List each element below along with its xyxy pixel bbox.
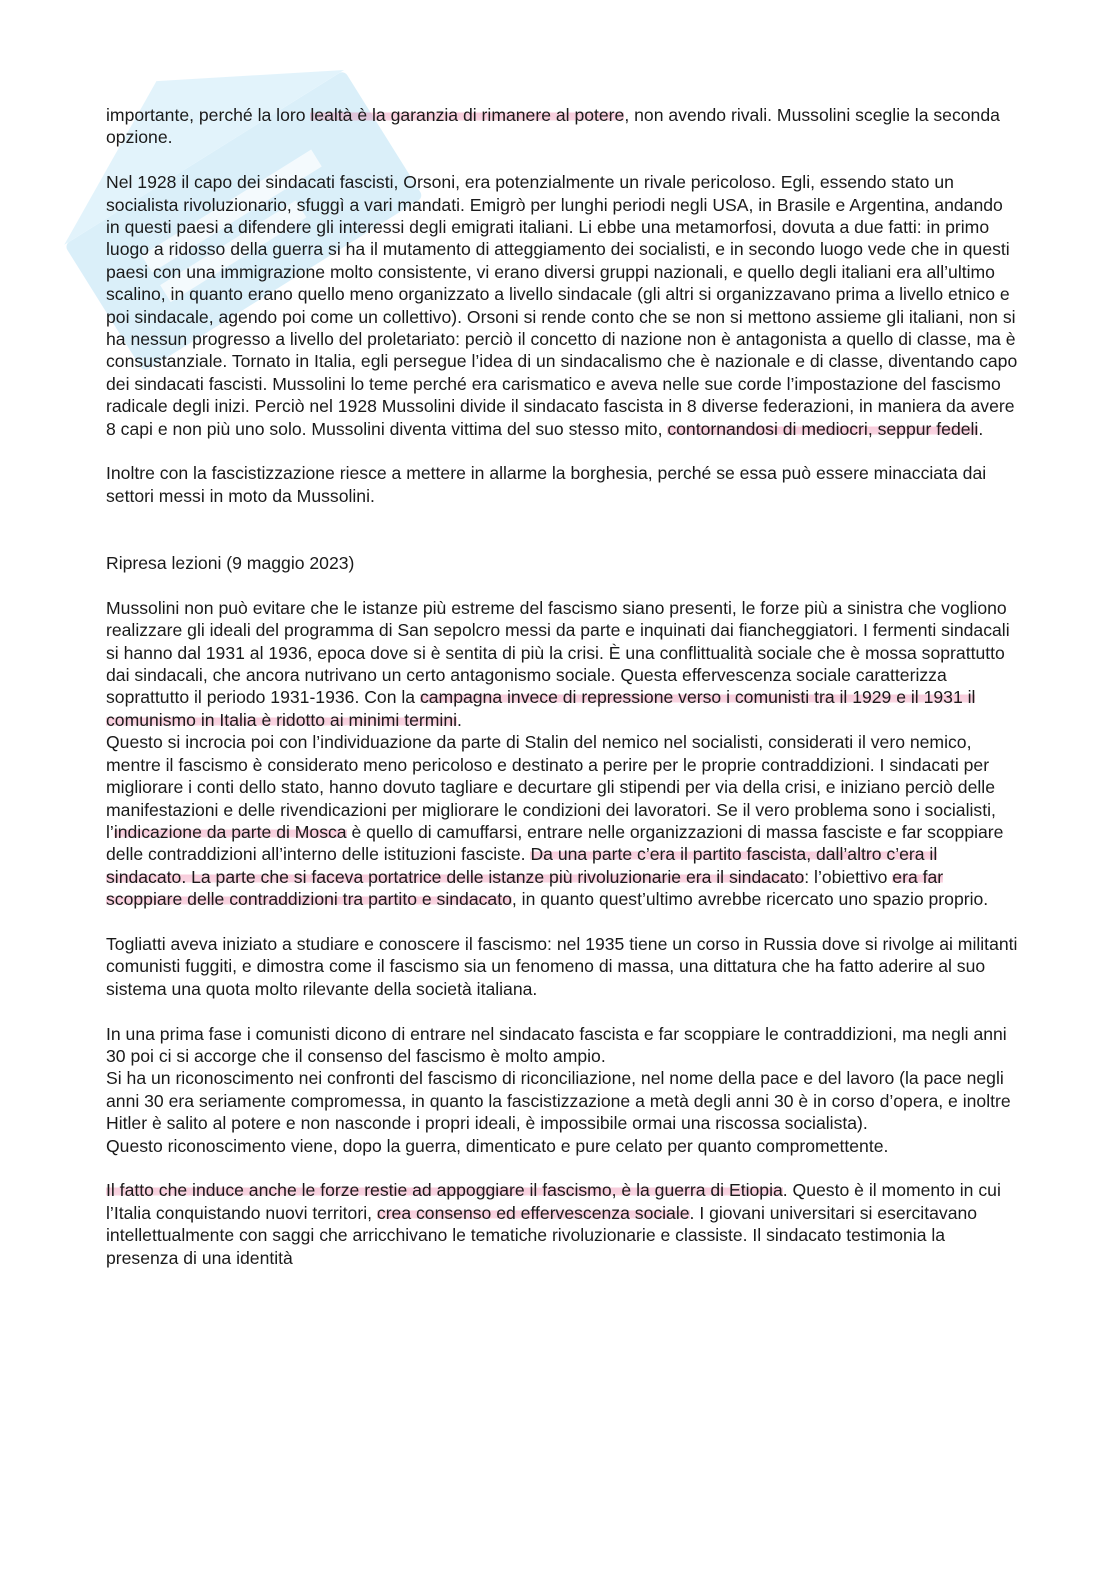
text-segment: . [457, 709, 462, 730]
text-segment: è quello di camuffarsi, entrare nelle organizzazioni di massa fasciste e far scoppiare delle contraddizioni all’interno delle istituzioni fasciste. [106, 821, 1004, 865]
section-2 [106, 597, 1018, 1269]
paragraph [106, 1179, 1018, 1269]
paragraph [106, 104, 1018, 149]
text-segment: . Questo è il momento in cui l’Italia conquistando nuovi territori, [106, 1180, 1001, 1223]
text-segment: Questo si incrocia poi con l’individuazione da parte di Stalin del nemico nel socialisti, considerati il vero nemico, mentre il fascismo è considerato meno pericoloso e destinato a perire per le proprie contraddizioni. I sindacati per migliorare i conti dello stato, hanno dovuto tagliare e decurtare gli stipendi per via della crisi, e iniziano perciò delle manifestazioni e delle rivendicazioni per migliorare le condizioni dei lavoratori. Se il vero problema sono i socialisti, l’ [106, 732, 996, 842]
highlighted-text: era far scoppiare delle contraddizioni tra partito e sindacato [106, 866, 944, 910]
text-segment: . [978, 418, 984, 439]
section-1 [106, 104, 1018, 507]
paragraph [106, 171, 1018, 440]
text-segment: , non avendo rivali. Mussolini sceglie la seconda opzione. [106, 105, 1000, 148]
text-segment: . I giovani universitari si esercitavano intellettualmente con saggi che arricchivano le tematiche rivoluzionarie e classiste. Il sindacato testimonia la presenza di una identità [106, 1202, 978, 1268]
text-segment: Inoltre con la fascistizzazione riesce a mettere in allarme la borghesia, perché se essa può essere minacciata dai settori messi in moto da Mussolini. [106, 463, 987, 506]
highlighted-text: indicazione da parte di Mosca [113, 821, 347, 842]
text-segment: Nel 1928 il capo dei sindacati fascisti, Orsoni, era potenzialmente un rivale pericoloso. Egli, essendo stato un socialista rivoluzionario, sfuggì a vari mandati. Emigrò per lunghi periodi negli USA, in Brasile e Argentina, andando in questi paesi a difendere gli interessi degli emigrati italiani. Li ebbe una metamorfosi, dovuta a due fatti: in primo luogo a ridosso della guerra si ha il mutamento di atteggiamento dei socialisti, e in secondo luogo vede che in questi paesi con una immigrazione molto consistente, vi erano diversi gruppi nazionali, e quello degli italiani era all’ultimo scalino, in quanto erano quello meno organizzato a livello sindacale (gli altri si organizzavano prima a livello etnico e poi sindacale, agendo poi come un collettivo). Orsoni si rende conto che se non si mettono assieme gli italiani, non si ha nessun progresso a livello del proletariato: perciò il concetto di nazione non è antagonista a quello di classe, ma è consustanziale. Tornato in Italia, egli persegue l’idea di un sindacalismo che è nazionale e di classe, diventando capo dei sindacati fascisti. Mussolini lo teme perché era carismatico e aveva nelle sue corde l’impostazione del fascismo radicale degli inizi. Perciò nel 1928 Mussolini divide il sindacato fascista in 8 diverse federazioni, in maniera da avere 8 capi e non più uno solo. Mussolini diventa vittima del suo stesso mito, [106, 172, 1018, 439]
paragraph [106, 462, 1018, 507]
highlighted-text: crea consenso ed effervescenza sociale [376, 1202, 690, 1223]
highlighted-text: lealtà è la garanzia di rimanere al potere [310, 105, 625, 125]
text-segment: Questo riconoscimento viene, dopo la guerra, dimenticato e pure celato per quanto compromettente. [106, 1135, 889, 1156]
text-segment: In una prima fase i comunisti dicono di entrare nel sindacato fascista e far scoppiare le contraddizioni, ma negli anni 30 poi ci si accorge che il consenso del fascismo è molto ampio. [106, 1023, 1007, 1066]
document-body [106, 104, 1018, 1291]
highlighted-text: contornandosi di mediocri, seppur fedeli [667, 418, 979, 439]
text-segment: importante, perché la loro [106, 105, 311, 125]
text-segment: : l’obiettivo [804, 866, 893, 887]
paragraph [106, 1023, 1018, 1157]
text-segment: Si ha un riconoscimento nei confronti del fascismo di riconciliazione, nel nome della pace e del lavoro (la pace negli anni 30 era seriamente compromessa, in quanto la fascistizzazione a metà degli anni 30 è in corso d’opera, e inoltre Hitler è salito al potere e non nasconde i propri ideali, è impossibile ormai una riscossa socialista). [106, 1068, 1011, 1134]
spacer [106, 530, 1018, 552]
text-segment: , in quanto quest’ultimo avrebbe ricercato uno spazio proprio. [511, 889, 989, 910]
paragraph [106, 597, 1018, 911]
paragraph [106, 933, 1018, 1000]
highlighted-text: campagna invece di repressione verso i comunisti tra il 1929 e il 1931 il comunismo in Italia è ridotto ai minimi termini [106, 687, 976, 730]
text-segment: Togliatti aveva iniziato a studiare e conoscere il fascismo: nel 1935 tiene un corso in Russia dove si rivolge ai militanti comunisti fuggiti, e dimostra come il fascismo sia un fenomeno di massa, una dittatura che ha fatto aderire al suo sistema una quota molto rilevante della società italiana. [106, 933, 1018, 999]
highlighted-text: Il fatto che induce anche le forze restie ad appoggiare il fascismo, è la guerra di Etiopia [106, 1180, 783, 1201]
highlighted-text: Da una parte c’era il partito fascista, dall’altro c’era il sindacato. La parte che si faceva portatrice delle istanze più rivoluzionarie era il sindacato [106, 844, 938, 887]
section-heading: Ripresa lezioni (9 maggio 2023) [106, 553, 355, 574]
text-segment: Mussolini non può evitare che le istanze più estreme del fascismo siano presenti, le forze più a sinistra che vogliono realizzare gli ideali del programma di San sepolcro messi da parte e inquinati dai fiancheggiatori. I fermenti sindacali si hanno dal 1931 al 1936, epoca dove si è sentita di più la crisi. È una conflittualità sociale che è mossa soprattutto dai sindacali, che ancora nutrivano un certo antagonismo sociale. Questa effervescenza sociale caratterizza soprattutto il periodo 1931-1936. Con la [106, 597, 1010, 708]
